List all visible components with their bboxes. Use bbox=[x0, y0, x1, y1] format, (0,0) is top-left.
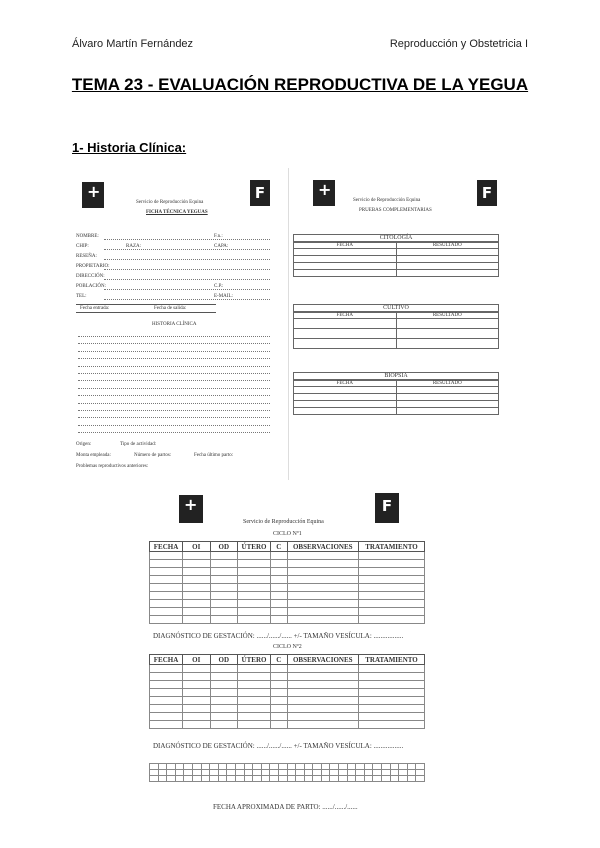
cycle-table-cell bbox=[150, 689, 183, 697]
footer-activity: Tipo de actividad: bbox=[120, 442, 157, 447]
form1-service: Servicio de Reproducción Equina bbox=[136, 200, 204, 205]
cycle-table bbox=[149, 654, 425, 729]
university-logo bbox=[82, 182, 104, 208]
cycle-table-cell bbox=[287, 592, 359, 600]
form1-history: HISTORIA CLÍNICA bbox=[152, 322, 197, 327]
day-grid-cell bbox=[192, 776, 201, 782]
cycle-table-cell bbox=[271, 665, 288, 673]
test-table-cell bbox=[294, 329, 397, 339]
cycle-table-cell bbox=[183, 705, 211, 713]
cycle-table-cell bbox=[183, 713, 211, 721]
cycle-table-cell bbox=[150, 697, 183, 705]
cycle-table-cell bbox=[238, 584, 271, 592]
test-table bbox=[293, 312, 499, 349]
cycle-table-cell bbox=[150, 552, 183, 560]
cycle-table-cell bbox=[238, 713, 271, 721]
cycle-table-cell bbox=[210, 616, 238, 624]
test-table-header: RESULTADO bbox=[396, 243, 499, 249]
cycle-table-cell bbox=[359, 600, 425, 608]
faculty-logo: F bbox=[477, 180, 497, 206]
cycle-table-cell bbox=[238, 681, 271, 689]
cycle-table-header: C bbox=[271, 655, 288, 665]
history-line bbox=[78, 358, 270, 359]
cycle-table-cell bbox=[183, 584, 211, 592]
history-line bbox=[78, 366, 270, 367]
day-grid-cell bbox=[218, 776, 227, 782]
day-grid-cell bbox=[347, 776, 356, 782]
cycle-table-cell bbox=[359, 713, 425, 721]
cycle-table-cell bbox=[183, 673, 211, 681]
form1-field-label: CHIP: bbox=[76, 244, 89, 249]
test-table-header: RESULTADO bbox=[396, 313, 499, 319]
cycle-table-cell bbox=[150, 705, 183, 713]
university-logo bbox=[179, 495, 203, 523]
cycle-table-cell bbox=[150, 673, 183, 681]
cycle-table-cell bbox=[183, 552, 211, 560]
cycle-table-cell bbox=[271, 673, 288, 681]
cycle-table-cell bbox=[183, 568, 211, 576]
day-grid-cell bbox=[364, 776, 373, 782]
date-exit-label: Fecha de salida: bbox=[154, 306, 187, 311]
day-grid-cell bbox=[382, 776, 391, 782]
history-line bbox=[78, 388, 270, 389]
cycle-table-cell bbox=[287, 721, 359, 729]
day-grid-cell bbox=[210, 776, 219, 782]
history-line bbox=[78, 351, 270, 352]
day-grid-cell bbox=[150, 776, 159, 782]
cycle-table-cell bbox=[359, 673, 425, 681]
cycle-table-header: OI bbox=[183, 542, 211, 552]
day-grid-cell bbox=[287, 776, 296, 782]
form1-field-line bbox=[104, 299, 270, 300]
day-grid-cell bbox=[390, 776, 399, 782]
cycle-table-cell bbox=[287, 697, 359, 705]
day-grid-cell bbox=[296, 776, 305, 782]
cycle-table-cell bbox=[359, 705, 425, 713]
day-grid-cell bbox=[244, 776, 253, 782]
day-grid-cell bbox=[158, 776, 167, 782]
form1-field-label: DIRECCIÓN: bbox=[76, 274, 105, 279]
cycle-table-cell bbox=[238, 705, 271, 713]
cycle-table-cell bbox=[183, 689, 211, 697]
cycle-table-cell bbox=[287, 568, 359, 576]
history-line bbox=[78, 425, 270, 426]
cycle-table-cell bbox=[210, 665, 238, 673]
cycle-table-cell bbox=[210, 697, 238, 705]
footer-mount: Monta empleada: bbox=[76, 453, 111, 458]
cycle-table-cell bbox=[359, 608, 425, 616]
cycle-table-cell bbox=[271, 600, 288, 608]
header-author: Álvaro Martín Fernández bbox=[72, 38, 194, 50]
cycle-table-header: FECHA bbox=[150, 655, 183, 665]
test-table-cell bbox=[294, 339, 397, 349]
history-line bbox=[78, 380, 270, 381]
cycle-table-cell bbox=[150, 568, 183, 576]
day-grid-cell bbox=[304, 776, 313, 782]
test-table-header: RESULTADO bbox=[396, 381, 499, 387]
cycle-table-cell bbox=[359, 721, 425, 729]
test-table-cell bbox=[294, 401, 397, 408]
cycle-table-header: OBSERVACIONES bbox=[287, 655, 359, 665]
day-grid-cell bbox=[261, 776, 270, 782]
test-table-cell bbox=[294, 249, 397, 256]
cycle-table-cell bbox=[287, 705, 359, 713]
history-line bbox=[78, 403, 270, 404]
test-table-cell bbox=[294, 319, 397, 329]
page-title: TEMA 23 - EVALUACIÓN REPRODUCTIVA DE LA YEGUA bbox=[71, 75, 529, 94]
cycle-table-cell bbox=[210, 552, 238, 560]
test-table-cell bbox=[396, 339, 499, 349]
footer-problems: Problemas reproductivos anteriores: bbox=[76, 464, 149, 469]
cycle-table-cell bbox=[238, 560, 271, 568]
cycle-table-cell bbox=[238, 697, 271, 705]
form1-field-label: NOMBRE: bbox=[76, 234, 99, 239]
form1-field-line bbox=[104, 269, 270, 270]
dates-box bbox=[76, 304, 216, 313]
cycle-table-cell bbox=[359, 616, 425, 624]
cycle-table-cell bbox=[238, 592, 271, 600]
form1-field-extra: E-MAIL: bbox=[214, 294, 233, 299]
form1-field-label: RESEÑA: bbox=[76, 254, 97, 259]
test-table-cell bbox=[396, 270, 499, 277]
test-table-cell bbox=[396, 249, 499, 256]
form1-field-label: PROPIETARIO: bbox=[76, 264, 110, 269]
cycle-table-cell bbox=[359, 689, 425, 697]
cycle-table-cell bbox=[271, 705, 288, 713]
cycle-table-cell bbox=[287, 665, 359, 673]
form1-field-extra: CAPA: bbox=[214, 244, 229, 249]
day-grid-cell bbox=[313, 776, 322, 782]
cycle-table-cell bbox=[210, 673, 238, 681]
cycle-table-cell bbox=[271, 584, 288, 592]
faculty-logo: F bbox=[375, 493, 399, 523]
test-table-cell bbox=[396, 394, 499, 401]
cycle-table-cell bbox=[359, 552, 425, 560]
test-table-cell bbox=[294, 256, 397, 263]
pregnancy-diagnosis-1: DIAGNÓSTICO DE GESTACIÓN: ....../....../...... +/- TAMAÑO VESÍCULA: ................. bbox=[153, 632, 404, 640]
cycle-table-cell bbox=[150, 681, 183, 689]
section-heading: 1- Historia Clínica: bbox=[72, 140, 187, 155]
cycle-table-header: OBSERVACIONES bbox=[287, 542, 359, 552]
day-grid-cell bbox=[407, 776, 416, 782]
form2-service: Servicio de Reproducción Equina bbox=[353, 198, 421, 203]
day-grid-cell bbox=[184, 776, 193, 782]
cycle-table-cell bbox=[150, 592, 183, 600]
cycle-table-cell bbox=[238, 576, 271, 584]
form-ficha-tecnica bbox=[74, 168, 282, 476]
day-grid-cell bbox=[235, 776, 244, 782]
footer-births: Número de partos: bbox=[134, 453, 172, 458]
cycle-table-cell bbox=[210, 576, 238, 584]
day-grid-cell bbox=[399, 776, 408, 782]
cycle-table-header: ÚTERO bbox=[238, 655, 271, 665]
history-line bbox=[78, 336, 270, 337]
cycle-table-cell bbox=[287, 616, 359, 624]
cycle-table-header: FECHA bbox=[150, 542, 183, 552]
cycle-table-header: OI bbox=[183, 655, 211, 665]
cycle-table-header: TRATAMIENTO bbox=[359, 655, 425, 665]
cycle-table-cell bbox=[271, 721, 288, 729]
test-table-cell bbox=[396, 408, 499, 415]
cycle-table-cell bbox=[271, 713, 288, 721]
test-table-cell bbox=[396, 387, 499, 394]
day-grid-cell bbox=[321, 776, 330, 782]
cycle-table-cell bbox=[287, 673, 359, 681]
form1-breed-label: RAZA: bbox=[126, 244, 141, 249]
test-table bbox=[293, 380, 499, 415]
cycle-table-cell bbox=[271, 616, 288, 624]
history-line bbox=[78, 432, 270, 433]
cycle-table-cell bbox=[238, 600, 271, 608]
cycle-table-cell bbox=[287, 689, 359, 697]
cycle-table-cell bbox=[210, 721, 238, 729]
day-grid-cell bbox=[227, 776, 236, 782]
cycle-table-cell bbox=[150, 713, 183, 721]
cycle-table-cell bbox=[150, 608, 183, 616]
university-logo bbox=[313, 180, 335, 206]
cycle-table-cell bbox=[150, 576, 183, 584]
cycle-table-cell bbox=[210, 608, 238, 616]
cycle-table-cell bbox=[271, 576, 288, 584]
test-table-cell bbox=[294, 387, 397, 394]
cycle-table-cell bbox=[238, 608, 271, 616]
cycle-table-cell bbox=[359, 560, 425, 568]
footer-last-birth: Fecha último parto: bbox=[194, 453, 234, 458]
cycle-table-header: OD bbox=[210, 655, 238, 665]
cycle-table-header: ÚTERO bbox=[238, 542, 271, 552]
cycle-table-cell bbox=[210, 592, 238, 600]
cycle-table-cell bbox=[271, 689, 288, 697]
day-grid-cell bbox=[167, 776, 176, 782]
cycle-table-cell bbox=[210, 584, 238, 592]
test-table-cell bbox=[396, 263, 499, 270]
day-grid-cell bbox=[201, 776, 210, 782]
cycle-table-cell bbox=[183, 665, 211, 673]
form1-field-extra: C.P.: bbox=[214, 284, 224, 289]
test-table-header: FECHA bbox=[294, 313, 397, 319]
form1-field-label: POBLACIÓN: bbox=[76, 284, 107, 289]
cycle-table-cell bbox=[271, 681, 288, 689]
form1-field-line bbox=[104, 239, 270, 240]
cycle-table-cell bbox=[183, 600, 211, 608]
cycle-table-cell bbox=[287, 681, 359, 689]
form2-heading: PRUEBAS COMPLEMENTARIAS bbox=[359, 208, 432, 213]
cycle-table-cell bbox=[183, 697, 211, 705]
form3-service: Servicio de Reproducción Equina bbox=[243, 519, 324, 525]
test-table-title: CITOLOGÍA bbox=[293, 234, 499, 242]
cycle-table-cell bbox=[210, 681, 238, 689]
day-grid bbox=[149, 763, 425, 782]
day-grid-cell bbox=[253, 776, 262, 782]
cycle-table-cell bbox=[150, 616, 183, 624]
cycle-table-cell bbox=[359, 665, 425, 673]
test-table-cell bbox=[294, 408, 397, 415]
test-table-cell bbox=[294, 270, 397, 277]
footer-origin: Origen: bbox=[76, 442, 92, 447]
cycle-table-cell bbox=[238, 721, 271, 729]
cycle-table-cell bbox=[150, 584, 183, 592]
cycle-table-cell bbox=[210, 705, 238, 713]
cycle-table-cell bbox=[287, 552, 359, 560]
history-line bbox=[78, 343, 270, 344]
form1-heading: FICHA TÉCNICA YEGUAS bbox=[146, 210, 208, 215]
test-table-cell bbox=[396, 329, 499, 339]
test-table-cell bbox=[396, 319, 499, 329]
form1-field-extra: F.n.: bbox=[214, 234, 223, 239]
test-table-cell bbox=[294, 263, 397, 270]
cycle-table-cell bbox=[287, 584, 359, 592]
form1-field-line bbox=[104, 259, 270, 260]
cycle-table-cell bbox=[287, 608, 359, 616]
cycle-table-cell bbox=[238, 673, 271, 681]
cycle-table-cell bbox=[287, 713, 359, 721]
cycle-table-cell bbox=[210, 600, 238, 608]
form-pruebas bbox=[288, 168, 515, 480]
form1-field-label: TEL: bbox=[76, 294, 87, 299]
faculty-logo: F bbox=[250, 180, 270, 206]
pregnancy-diagnosis-2: DIAGNÓSTICO DE GESTACIÓN: ....../....../...... +/- TAMAÑO VESÍCULA: ................. bbox=[153, 742, 404, 750]
cycle-table-cell bbox=[271, 592, 288, 600]
cycle-table-cell bbox=[150, 560, 183, 568]
cycle-table-cell bbox=[238, 552, 271, 560]
test-table-header: FECHA bbox=[294, 381, 397, 387]
cycle-table-cell bbox=[287, 560, 359, 568]
cycle1-title: CICLO Nº1 bbox=[273, 531, 302, 537]
cycle-table-header: C bbox=[271, 542, 288, 552]
cycle-table-cell bbox=[183, 721, 211, 729]
cycle-table-cell bbox=[183, 616, 211, 624]
cycle-table-cell bbox=[183, 608, 211, 616]
cycle-table-cell bbox=[271, 697, 288, 705]
history-line bbox=[78, 410, 270, 411]
cycle-table-cell bbox=[287, 576, 359, 584]
day-grid-cell bbox=[416, 776, 425, 782]
cycle-table-cell bbox=[271, 552, 288, 560]
day-grid-cell bbox=[339, 776, 348, 782]
cycle-table-cell bbox=[271, 608, 288, 616]
form1-field-line bbox=[104, 289, 270, 290]
cycle-table-cell bbox=[359, 568, 425, 576]
cycle-table-cell bbox=[359, 697, 425, 705]
day-grid-cell bbox=[270, 776, 279, 782]
test-table-cell bbox=[396, 256, 499, 263]
test-table-cell bbox=[396, 401, 499, 408]
cycle-table-cell bbox=[238, 665, 271, 673]
cycle-table-cell bbox=[238, 689, 271, 697]
cycle-table-cell bbox=[183, 560, 211, 568]
test-table-title: CULTIVO bbox=[293, 304, 499, 312]
cycle-table-header: TRATAMIENTO bbox=[359, 542, 425, 552]
form1-field-line bbox=[104, 249, 270, 250]
cycle-table-cell bbox=[150, 600, 183, 608]
cycle-table-cell bbox=[238, 568, 271, 576]
cycle-table-cell bbox=[210, 568, 238, 576]
cycle-table-cell bbox=[238, 616, 271, 624]
cycle-table bbox=[149, 541, 425, 624]
cycle-table-cell bbox=[150, 665, 183, 673]
cycle-table-cell bbox=[210, 713, 238, 721]
form-ciclos bbox=[145, 487, 430, 825]
cycle-table-cell bbox=[359, 576, 425, 584]
cycle-table-cell bbox=[210, 560, 238, 568]
cycle-table-cell bbox=[271, 568, 288, 576]
cycle-table-cell bbox=[359, 592, 425, 600]
history-line bbox=[78, 417, 270, 418]
cycle-table-cell bbox=[210, 689, 238, 697]
form1-field-line bbox=[104, 279, 270, 280]
test-table bbox=[293, 242, 499, 277]
cycle-table-cell bbox=[183, 681, 211, 689]
delivery-date: FECHA APROXIMADA DE PARTO: ....../....../...... bbox=[213, 803, 358, 811]
cycle-table-cell bbox=[271, 560, 288, 568]
cycle-table-cell bbox=[359, 584, 425, 592]
history-line bbox=[78, 395, 270, 396]
header-course: Reproducción y Obstetricia I bbox=[389, 38, 528, 50]
test-table-title: BIOPSIA bbox=[293, 372, 499, 380]
test-table-cell bbox=[294, 394, 397, 401]
cycle-table-header: OD bbox=[210, 542, 238, 552]
cycle-table-cell bbox=[183, 576, 211, 584]
cycle-table-cell bbox=[287, 600, 359, 608]
day-grid-cell bbox=[356, 776, 365, 782]
day-grid-cell bbox=[373, 776, 382, 782]
day-grid-cell bbox=[175, 776, 184, 782]
test-table-header: FECHA bbox=[294, 243, 397, 249]
date-entry-label: Fecha entrada: bbox=[80, 306, 110, 311]
cycle-table-cell bbox=[150, 721, 183, 729]
cycle-table-cell bbox=[359, 681, 425, 689]
cycle-table-cell bbox=[183, 592, 211, 600]
history-line bbox=[78, 373, 270, 374]
cycle2-title: CICLO Nº2 bbox=[273, 644, 302, 650]
day-grid-cell bbox=[278, 776, 287, 782]
day-grid-cell bbox=[330, 776, 339, 782]
